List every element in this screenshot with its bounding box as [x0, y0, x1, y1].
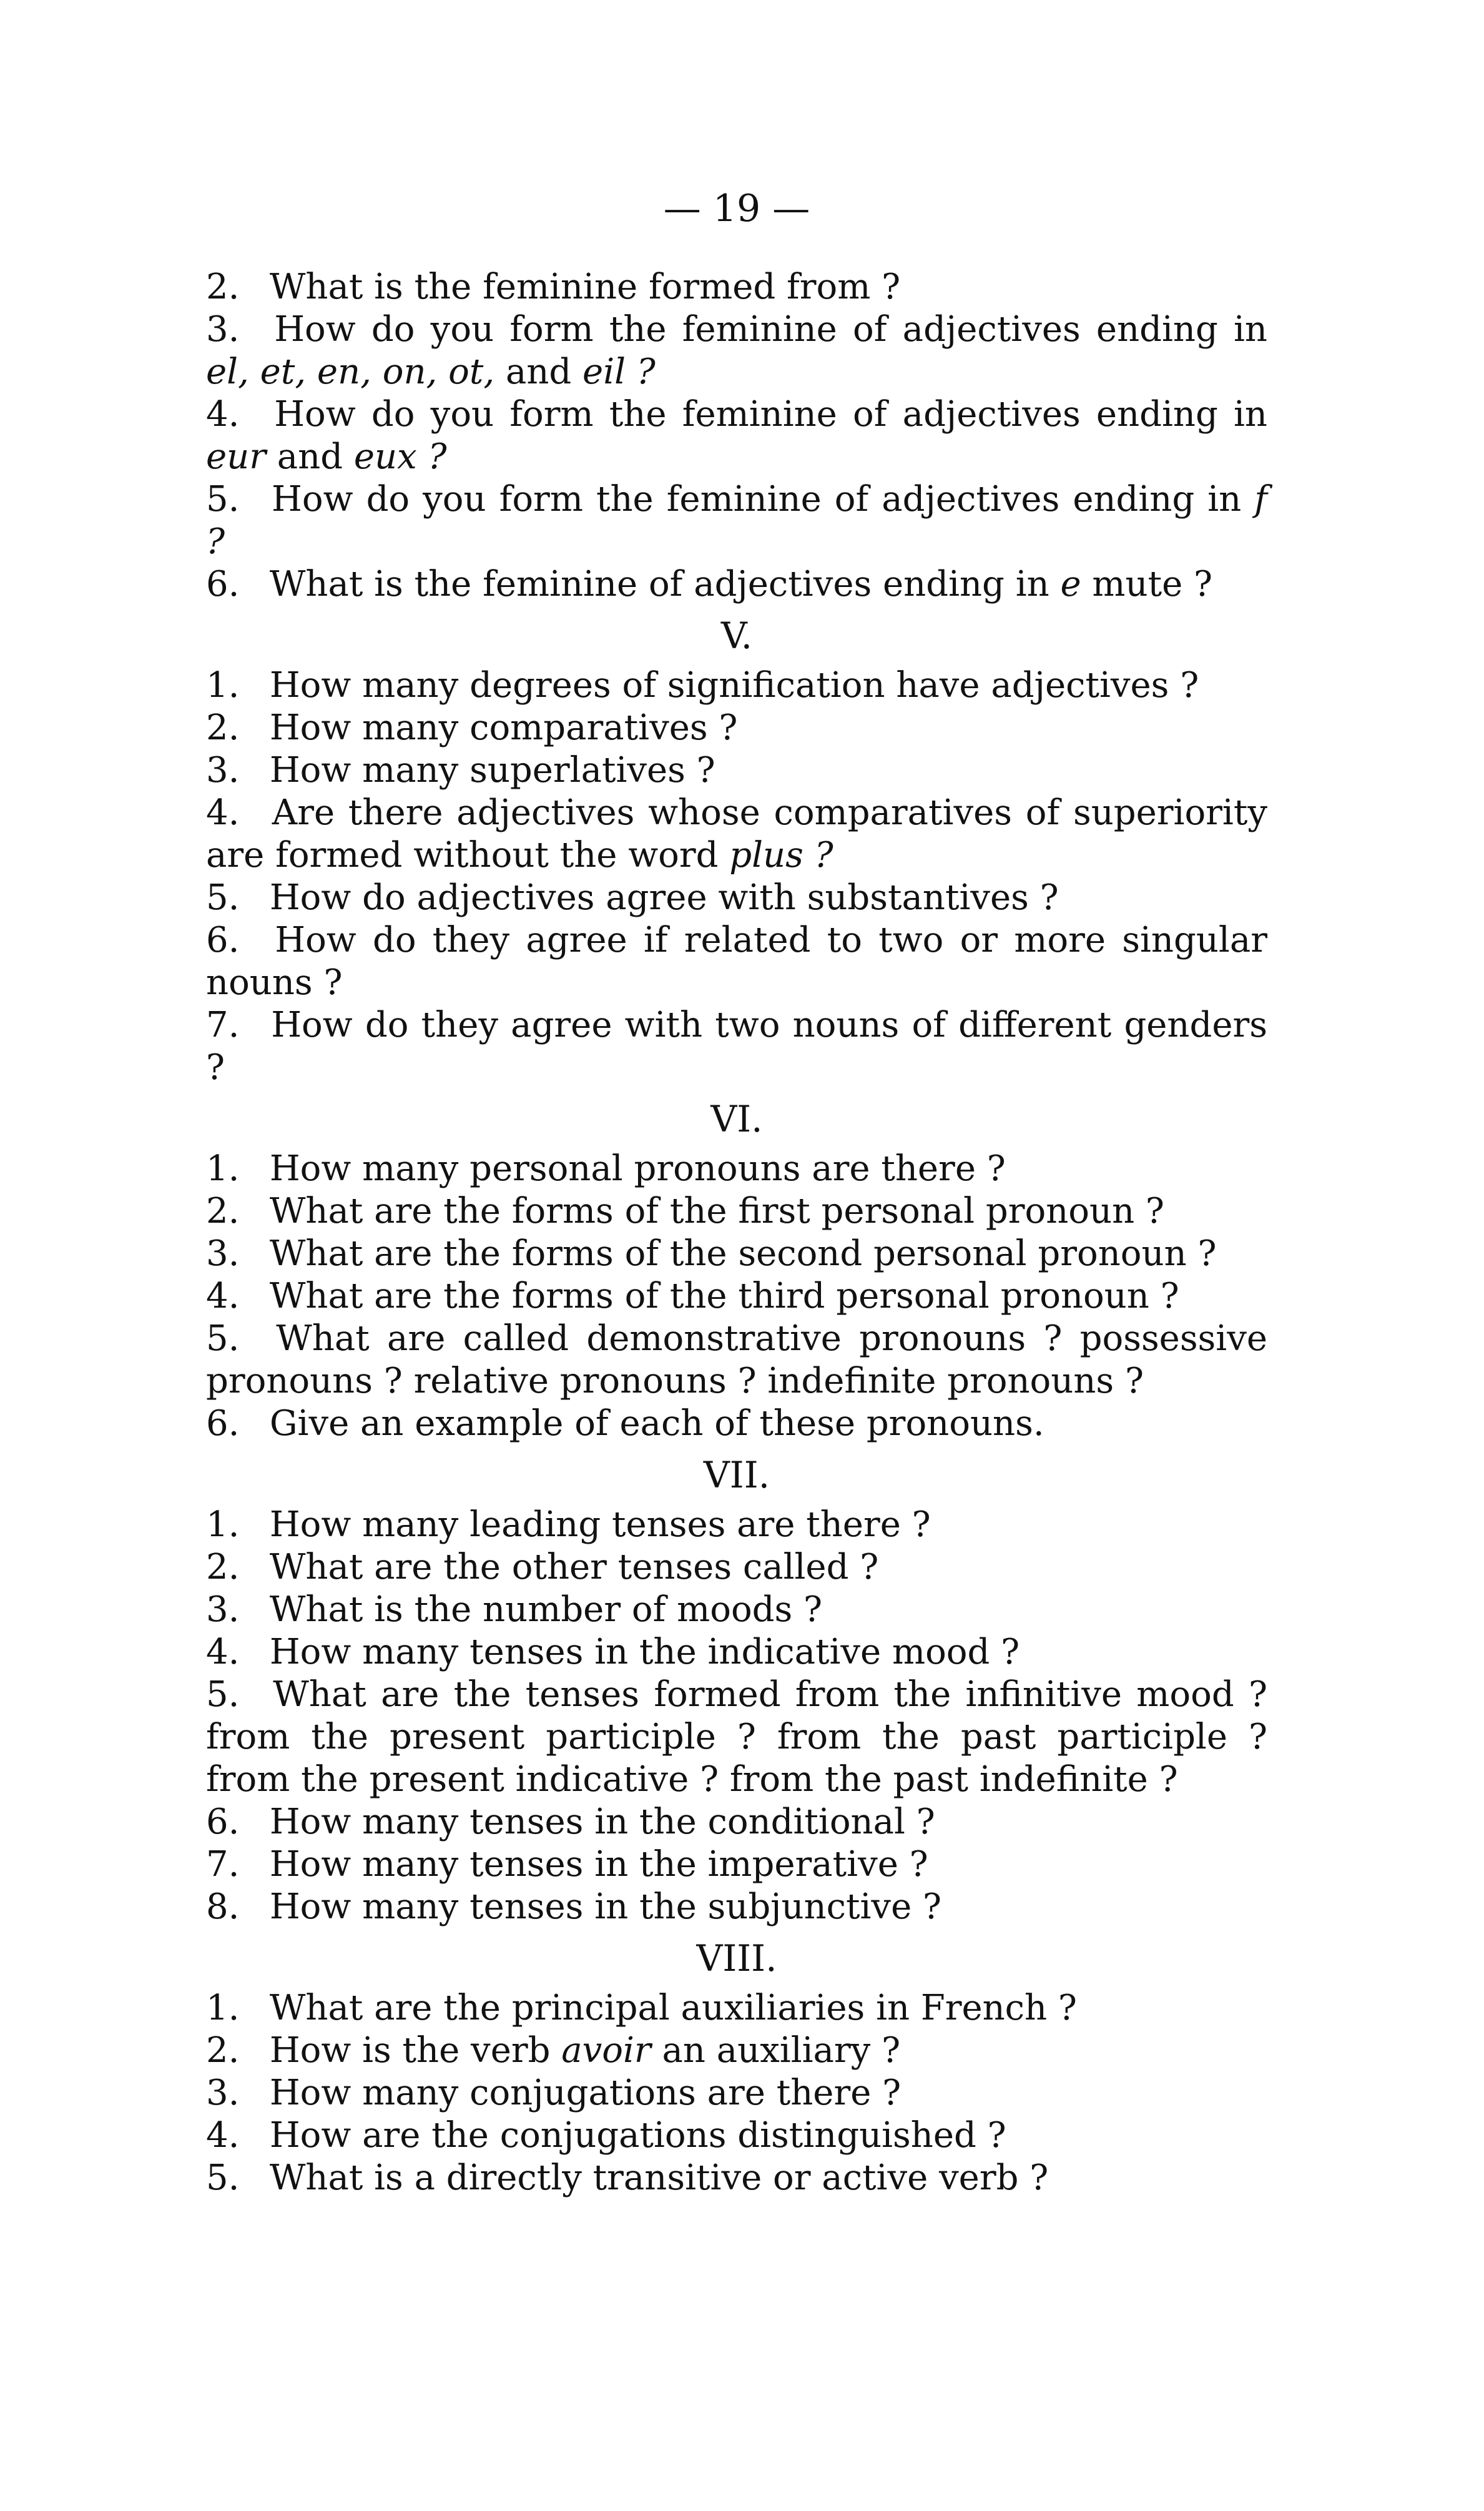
question-text: What is the number of moods ? — [269, 1589, 823, 1630]
question-item — [206, 1801, 1267, 1843]
italic-term: f ? — [206, 479, 1267, 562]
question-text: Are there adjectives whose comparatives of superiority are formed without the word — [206, 792, 1267, 876]
question-number: 4. — [206, 1632, 240, 1672]
question-number: 4. — [206, 1276, 240, 1316]
question-item — [206, 1190, 1267, 1233]
italic-term: avoir — [561, 2030, 651, 2071]
question-text: How many degrees of signification have adjectives ? — [269, 665, 1199, 706]
question-item — [206, 707, 1267, 749]
question-item — [206, 1987, 1267, 2030]
question-text: What are the forms of the first personal pronoun ? — [269, 1191, 1164, 1231]
question-item — [206, 919, 1267, 1004]
section-heading: VIII. — [696, 1937, 777, 1980]
question-text: How do you form the feminine of adjectives ending in — [274, 309, 1267, 350]
question-text: How many personal pronouns are there ? — [269, 1148, 1006, 1189]
question-item — [206, 266, 1267, 308]
question-text: What are the forms of the second personal pronoun ? — [269, 1233, 1217, 1274]
question-number: 6. — [206, 1403, 240, 1444]
section-heading: V. — [720, 614, 753, 657]
question-item — [206, 563, 1267, 606]
question-text: How do they agree if related to two or more singular nouns ? — [206, 920, 1267, 1003]
italic-term: eur — [206, 437, 266, 477]
question-item — [206, 792, 1267, 877]
question-number: 3. — [206, 1233, 240, 1274]
question-item — [206, 2114, 1267, 2157]
question-text: How many tenses in the subjunctive ? — [269, 1887, 942, 1927]
question-text: What is the feminine formed from ? — [269, 267, 901, 307]
question-number: 3. — [206, 309, 240, 350]
question-number: 4. — [206, 394, 240, 435]
question-item — [206, 2072, 1267, 2114]
question-number: 5. — [206, 1318, 240, 1359]
question-text: How is the verb — [269, 2030, 562, 2071]
question-item — [206, 1589, 1267, 1631]
question-item — [206, 1843, 1267, 1886]
question-number: 8. — [206, 1887, 240, 1927]
question-text: How many leading tenses are there ? — [269, 1504, 931, 1545]
question-section — [206, 614, 1267, 1089]
question-number: 1. — [206, 665, 240, 706]
section-heading: VI. — [710, 1098, 763, 1140]
question-text: How many tenses in the indicative mood ? — [269, 1632, 1020, 1672]
question-text: How do adjectives agree with substantives ? — [269, 877, 1059, 918]
italic-term: et, en, on, ot, — [260, 352, 495, 392]
question-text: What is the feminine of adjectives ending in — [269, 564, 1061, 604]
question-number: 2. — [206, 2030, 240, 2071]
question-number: 7. — [206, 1005, 240, 1045]
question-item — [206, 1004, 1267, 1089]
question-text: How do they agree with two nouns of different genders ? — [206, 1005, 1267, 1088]
question-text: What are the forms of the third personal pronoun ? — [269, 1276, 1179, 1316]
italic-term: el, — [206, 352, 249, 392]
italic-term: eil ? — [582, 352, 656, 392]
question-number: 4. — [206, 2115, 240, 2156]
question-item — [206, 1318, 1267, 1403]
italic-term: plus ? — [729, 835, 833, 876]
section-heading: VII. — [703, 1454, 770, 1496]
question-item — [206, 664, 1267, 707]
question-item — [206, 1886, 1267, 1928]
question-item — [206, 1674, 1267, 1801]
question-item — [206, 2030, 1267, 2072]
question-text: What are the other tenses called ? — [269, 1547, 879, 1587]
question-number: 3. — [206, 750, 240, 791]
question-text: an auxiliary ? — [651, 2030, 901, 2071]
italic-term: eux ? — [353, 437, 447, 477]
document-page — [206, 187, 1267, 2199]
question-number: 2. — [206, 708, 240, 748]
question-number: 5. — [206, 479, 240, 520]
question-item — [206, 478, 1267, 563]
italic-term: e — [1060, 564, 1081, 604]
question-item — [206, 1504, 1267, 1546]
question-text: and — [265, 437, 354, 477]
question-text: How do you form the feminine of adjectives ending in — [274, 394, 1267, 435]
question-item — [206, 2157, 1267, 2199]
question-number: 1. — [206, 1988, 240, 2028]
question-text: How do you form the feminine of adjectives ending in — [272, 479, 1255, 520]
question-text: How many superlatives ? — [269, 750, 715, 791]
question-number: 3. — [206, 1589, 240, 1630]
question-number: 2. — [206, 1547, 240, 1587]
question-number: 2. — [206, 267, 240, 307]
question-text: How many comparatives ? — [269, 708, 738, 748]
question-item — [206, 1233, 1267, 1275]
question-text: What are called demonstrative pronouns ? possessive pronouns ? relative pronouns ? indefinite pronouns ? — [206, 1318, 1267, 1401]
question-number: 5. — [206, 2158, 240, 2198]
question-text: How many tenses in the imperative ? — [269, 1844, 928, 1885]
question-text: What are the principal auxiliaries in French ? — [269, 1988, 1077, 2028]
question-item — [206, 1631, 1267, 1674]
question-number: 4. — [206, 792, 240, 833]
question-section — [206, 266, 1267, 606]
question-number: 2. — [206, 1191, 240, 1231]
question-item — [206, 393, 1267, 478]
question-text: How are the conjugations distinguished ? — [269, 2115, 1006, 2156]
question-sections — [206, 266, 1267, 2199]
question-number: 6. — [206, 1802, 240, 1842]
question-section — [206, 1454, 1267, 1928]
question-text: What are the tenses formed from the infinitive mood ? from the present participle ? from the past participle ? from the present indicative ? from the past indefinite ? — [206, 1674, 1267, 1800]
question-number: 5. — [206, 1674, 240, 1715]
question-item — [206, 1275, 1267, 1318]
question-item — [206, 877, 1267, 919]
question-text: Give an example of each of these pronouns. — [269, 1403, 1044, 1444]
question-number: 6. — [206, 920, 240, 960]
question-text: How many conjugations are there ? — [269, 2073, 902, 2113]
page-number: — 19 — — [663, 187, 810, 230]
question-item — [206, 1403, 1267, 1445]
question-section — [206, 1937, 1267, 2199]
question-number: 1. — [206, 1504, 240, 1545]
question-number: 6. — [206, 564, 240, 604]
question-number: 7. — [206, 1844, 240, 1885]
question-item — [206, 749, 1267, 792]
question-text: What is a directly transitive or active verb ? — [269, 2158, 1049, 2198]
question-text — [249, 352, 260, 392]
question-item — [206, 308, 1267, 393]
question-number: 1. — [206, 1148, 240, 1189]
question-text: How many tenses in the conditional ? — [269, 1802, 935, 1842]
question-number: 5. — [206, 877, 240, 918]
question-item — [206, 1546, 1267, 1589]
question-text: and — [494, 352, 583, 392]
question-section — [206, 1098, 1267, 1445]
question-number: 3. — [206, 2073, 240, 2113]
question-item — [206, 1148, 1267, 1190]
question-text: mute ? — [1081, 564, 1213, 604]
